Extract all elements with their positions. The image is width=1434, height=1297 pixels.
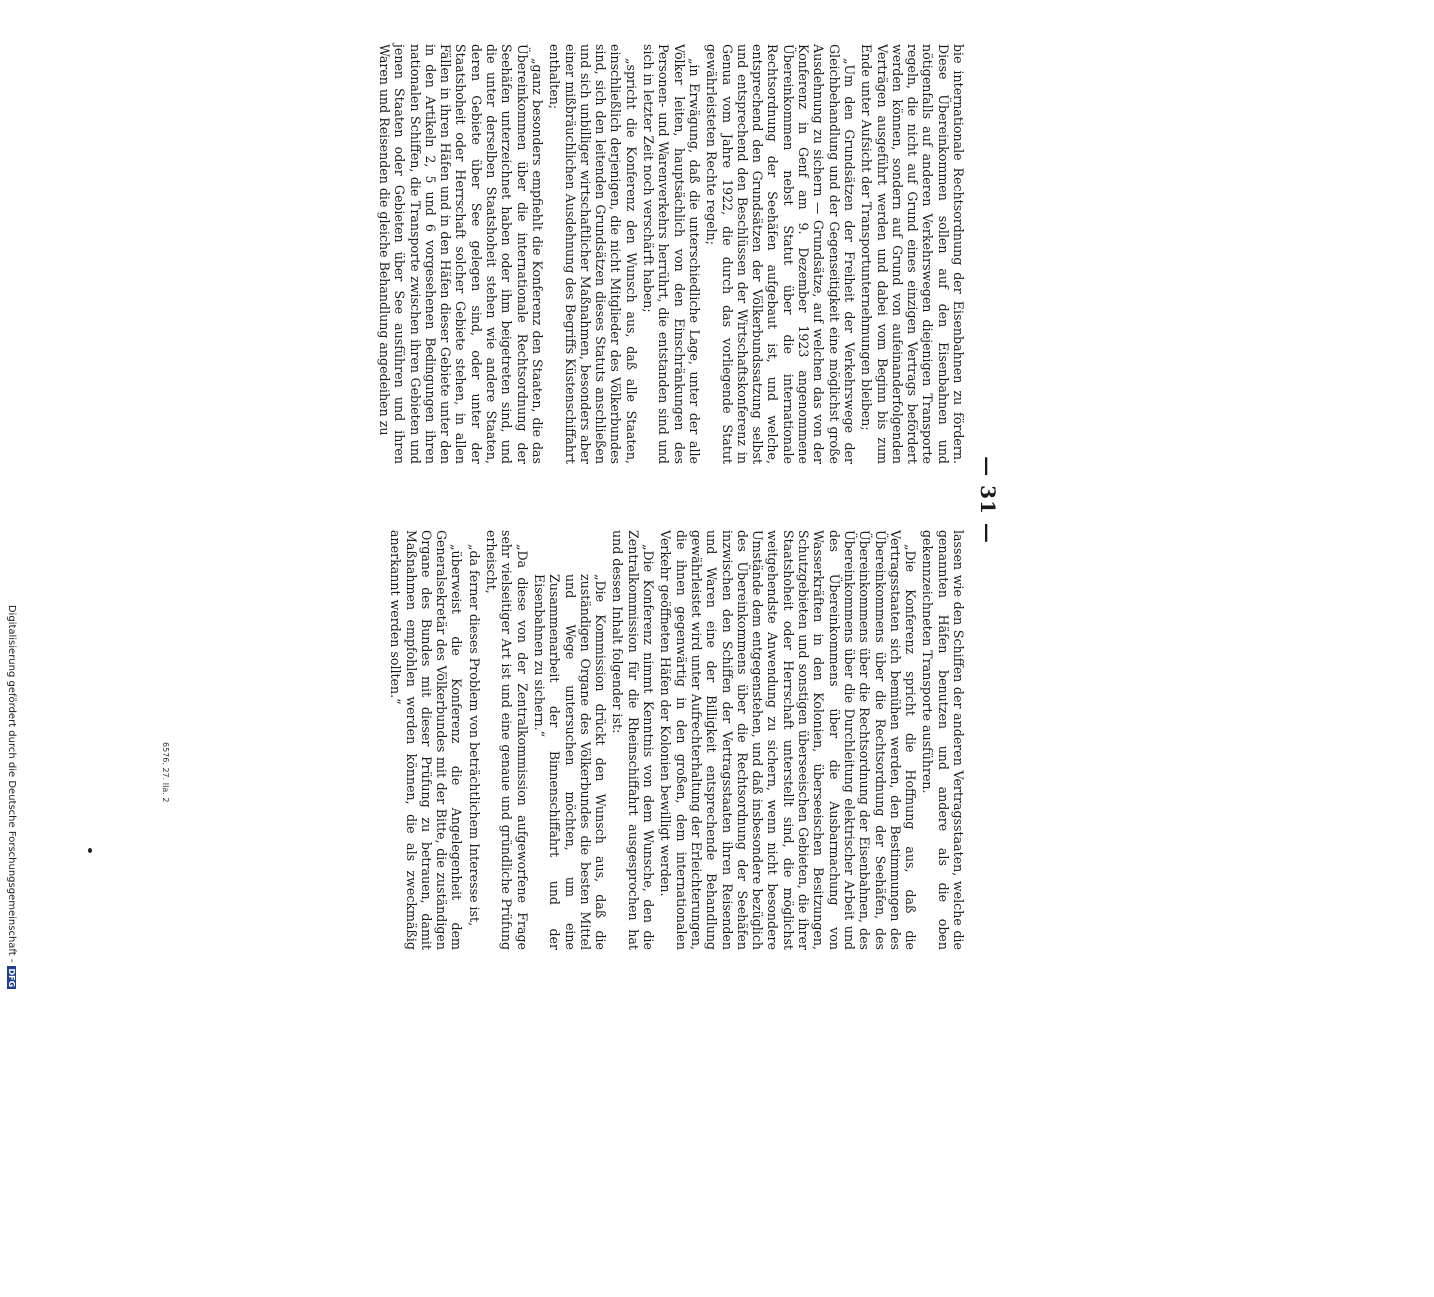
left-text-column <box>375 44 966 464</box>
scan-speck <box>88 848 92 853</box>
digitization-note-text: Digitalisierung gefördert durch die Deutsche Forschungsgemeinschaft - <box>6 604 17 963</box>
paragraph: „überweist die Konferenz die Angelegenheit dem Generalsekretär des Völkerbundes mit der Bitte, die zuständigen Organe des Bundes mit dieser Prüfung zu betrauen, damit Maßnahmen empfohlen werden können, die als zweckmäßig anerkannt werden sollten.“ <box>388 530 465 950</box>
digitization-note <box>3 297 17 1297</box>
right-text-column <box>386 530 966 950</box>
paragraph: „Um den Grundsätzen der Freiheit der Verkehrswege der Gleichbehandlung und der Gegenseitigkeit eine möglichst große Ausdehnung zu sichern — Grundsätze, auf welchen das von der Konferenz in Genf am 9. Dezember 1923 angenommene Übereinkommen nebst Statut über die internationale Rechtsordnung der Seehäfen aufgebaut ist, und welche, entsprechend den Grundsätzen der Völkerbundssatzung selbst und entsprechend den Beschlüssen der Wirtschaftskonferenz in Genua vom Jahre 1922, die durch das vorliegende Statut gewährleisteten Rechte regeln; <box>704 44 857 464</box>
paragraph: „Die Konferenz nimmt Kenntnis von dem Wunsche, den die Zentralkommission für die Rheinschiffahrt ausgesprochen hat und dessen Inhalt folgender ist: <box>610 530 657 950</box>
dfg-logo: DFG <box>7 968 17 988</box>
paragraph: „da ferner dieses Problem von beträchtlichem Interesse ist, <box>466 544 482 927</box>
print-code: 6576. 27. IIa. 2 <box>161 742 170 803</box>
paragraph: bie internationale Rechtsordnung der Eisenbahnen zu fördern. Diese Übereinkommen sollen auf den Eisenbahnen und nötigenfalls auf anderen Verkehrswegen diejenigen Transporte regeln, die nicht auf Grund eines einzigen Vertrags befördert werden können, sondern auf Grund von aufeinanderfolgenden Verträgen ausgeführt werden und dabei vom Beginn bis zum Ende unter Aufsicht der Transportunternehmungen bleiben; <box>859 44 966 464</box>
paragraph: lassen wie den Schiffen der anderen Vertragsstaaten, welche die genannten Häfen benutzen und andere als die oben gekennzeichneten Transporte ausführen. <box>920 530 966 950</box>
paragraph: „in Erwägung, daß die unterschiedliche Lage, unter der alle Völker leiten, hauptsächlich von den Einschränkungen des Personen- und Warenverkehrs herrührt, die entstanden sind und sich in letzter Zeit noch verschärft haben; <box>641 44 702 464</box>
paragraph: „spricht die Konferenz den Wunsch aus, daß alle Staaten, einschließlich derjenigen, die nicht Mitglieder des Völkerbundes sind, sich den leitenden Grundsätzen dieses Statuts anschließen und sich unbilliger wirtschaftlicher Maßnahmen, besonders aber einer mißbräuchlichen Ausdehnung des Begriffs Küstenschiffahrt enthalten; <box>547 44 639 464</box>
rotated-book-page <box>377 0 1000 1000</box>
paragraph: „ganz besonders empfiehlt die Konferenz den Staaten, die das Übereinkommen über die internationale Rechtsordnung der Seehäfen unterzeichnet haben oder ihm beigetreten sind, und die unter derselben Staatshoheit stehen wie andere Staaten, deren Gebiete über See gelegen sind, oder unter der Staatshoheit oder Herrschaft solcher Gebiete stehen, in allen Fällen in ihren Häfen und in den Häfen dieser Gebiete unter den in den Artikeln 2, 5 und 6 vorgesehenen Bedingungen ihren nationalen Schiffen, die Transporte zwischen ihren Gebieten und jenen Staaten oder Gebieten über See ausführen und ihren Waren und Reisenden die gleiche Behandlung angedeihen zu <box>377 44 545 464</box>
page-number: — 31 — <box>976 456 1000 544</box>
quoted-paragraph: „Die Kommission drückt den Wunsch aus, daß die zuständigen Organe des Völkerbundes die besten Mittel und Wege untersuchen möchten, um eine Zusammenarbeit der Binnenschiffahrt und der Eisenbahnen zu sichern.“ <box>531 574 609 950</box>
paragraph: „Die Konferenz spricht die Hoffnung aus, daß die Vertragsstaaten sich bemühen werden, den Bestimmungen des Übereinkommens über die Rechtsordnung der Seehäfen, des Übereinkommens über die Rechtsordnung der Eisenbahnen, des Übereinkommens über die Durchleitung elektrischer Arbeit und des Übereinkommens über die Ausbarmachung von Wasserkräften in den Kolonien, überseeischen Besitzungen, Schutzgebieten und sonstigen überseeischen Gebieten, die ihrer Staatshoheit oder Herrschaft unterstellt sind, die möglichst weitgehendste Anwendung zu sichern, wenn nicht besondere Umstände dem entgegenstehen, und daß insbesondere bezüglich des Übereinkommens über die Rechtsordnung der Seehäfen inzwischen den Schiffen der Vertragsstaaten ihren Reisenden und Waren eine der Billigkeit entsprechende Behandlung gewährleistet wird unter Aufrechterhaltung der Erleichterungen, die ihnen gegenwärtig in den großen, dem internationalen Verkehr geöffneten Häfen der Kolonien bewilligt werden. <box>658 530 919 950</box>
paragraph: „Da diese von der Zentralkommission aufgeworfene Frage sehr vielseitiger Art ist und eine genaue und gründliche Prüfung erheischt, <box>484 530 530 950</box>
